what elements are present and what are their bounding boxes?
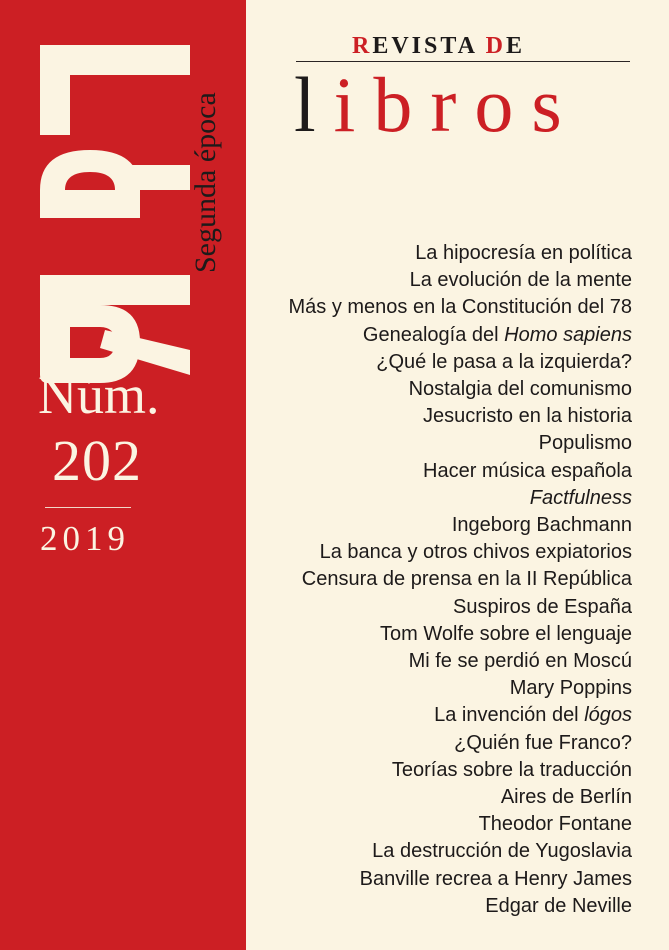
contents-item — [288, 702, 632, 729]
contents-item — [288, 322, 632, 349]
contents-item: Más y menos en la Constitución del 78 — [288, 296, 632, 319]
segunda-epoca-text: Segunda época — [189, 92, 222, 273]
masthead-libros-rest: ibros — [333, 61, 580, 148]
masthead-revista-de — [352, 34, 525, 58]
contents-item: Teorías sobre la traducción — [391, 758, 632, 781]
contents-item: ¿Qué le pasa a la izquierda? — [376, 350, 632, 373]
contents-item: Mi fe se perdió en Moscú — [408, 650, 632, 673]
table-of-contents — [288, 240, 632, 920]
issue-year: 2019 — [40, 519, 130, 558]
contents-item: Nostalgia del comunismo — [408, 378, 632, 401]
contents-item: La hipocresía en política — [415, 242, 632, 264]
masthead-d: D — [485, 33, 506, 59]
contents-item: ¿Quién fue Franco? — [454, 731, 632, 754]
issue-label: Núm. — [38, 365, 160, 425]
contents-item: Jesucristo en la historia — [423, 405, 632, 428]
contents-item: Censura de prensa en la II República — [301, 568, 632, 591]
contents-item-prefix: Genealogía del — [362, 323, 505, 346]
masthead-e: E — [505, 33, 525, 59]
segunda-epoca-label — [185, 35, 225, 275]
rdl-logo — [20, 30, 190, 385]
contents-item: Edgar de Neville — [485, 894, 632, 917]
contents-item: Mary Poppins — [509, 677, 632, 700]
contents-item: La destrucción de Yugoslavia — [372, 840, 632, 863]
contents-item: La banca y otros chivos expiatorios — [319, 541, 632, 564]
contents-item: Populismo — [538, 432, 632, 455]
contents-item: Suspiros de España — [452, 595, 632, 618]
masthead-r: R — [352, 33, 373, 59]
contents-item: Theodor Fontane — [478, 813, 632, 836]
masthead-libros — [294, 61, 580, 148]
contents-item-italic: Factfulness — [529, 486, 632, 509]
masthead-evista: EVISTA — [372, 33, 486, 59]
contents-item-italic: lógos — [584, 704, 632, 727]
issue-number: 202 — [52, 428, 142, 493]
contents-item: Ingeborg Bachmann — [451, 514, 632, 537]
contents-item: Tom Wolfe sobre el lenguaje — [380, 622, 632, 645]
masthead-libros-l: l — [294, 61, 334, 148]
contents-item: Banville recrea a Henry James — [359, 867, 632, 890]
contents-item: Hacer música española — [423, 459, 632, 482]
year-divider — [45, 507, 131, 508]
contents-item-prefix: La invención del — [434, 704, 585, 727]
contents-item — [288, 485, 632, 512]
contents-item: Aires de Berlín — [500, 786, 632, 809]
contents-item: La evolución de la mente — [409, 269, 632, 292]
contents-item-italic: Homo sapiens — [504, 323, 632, 346]
